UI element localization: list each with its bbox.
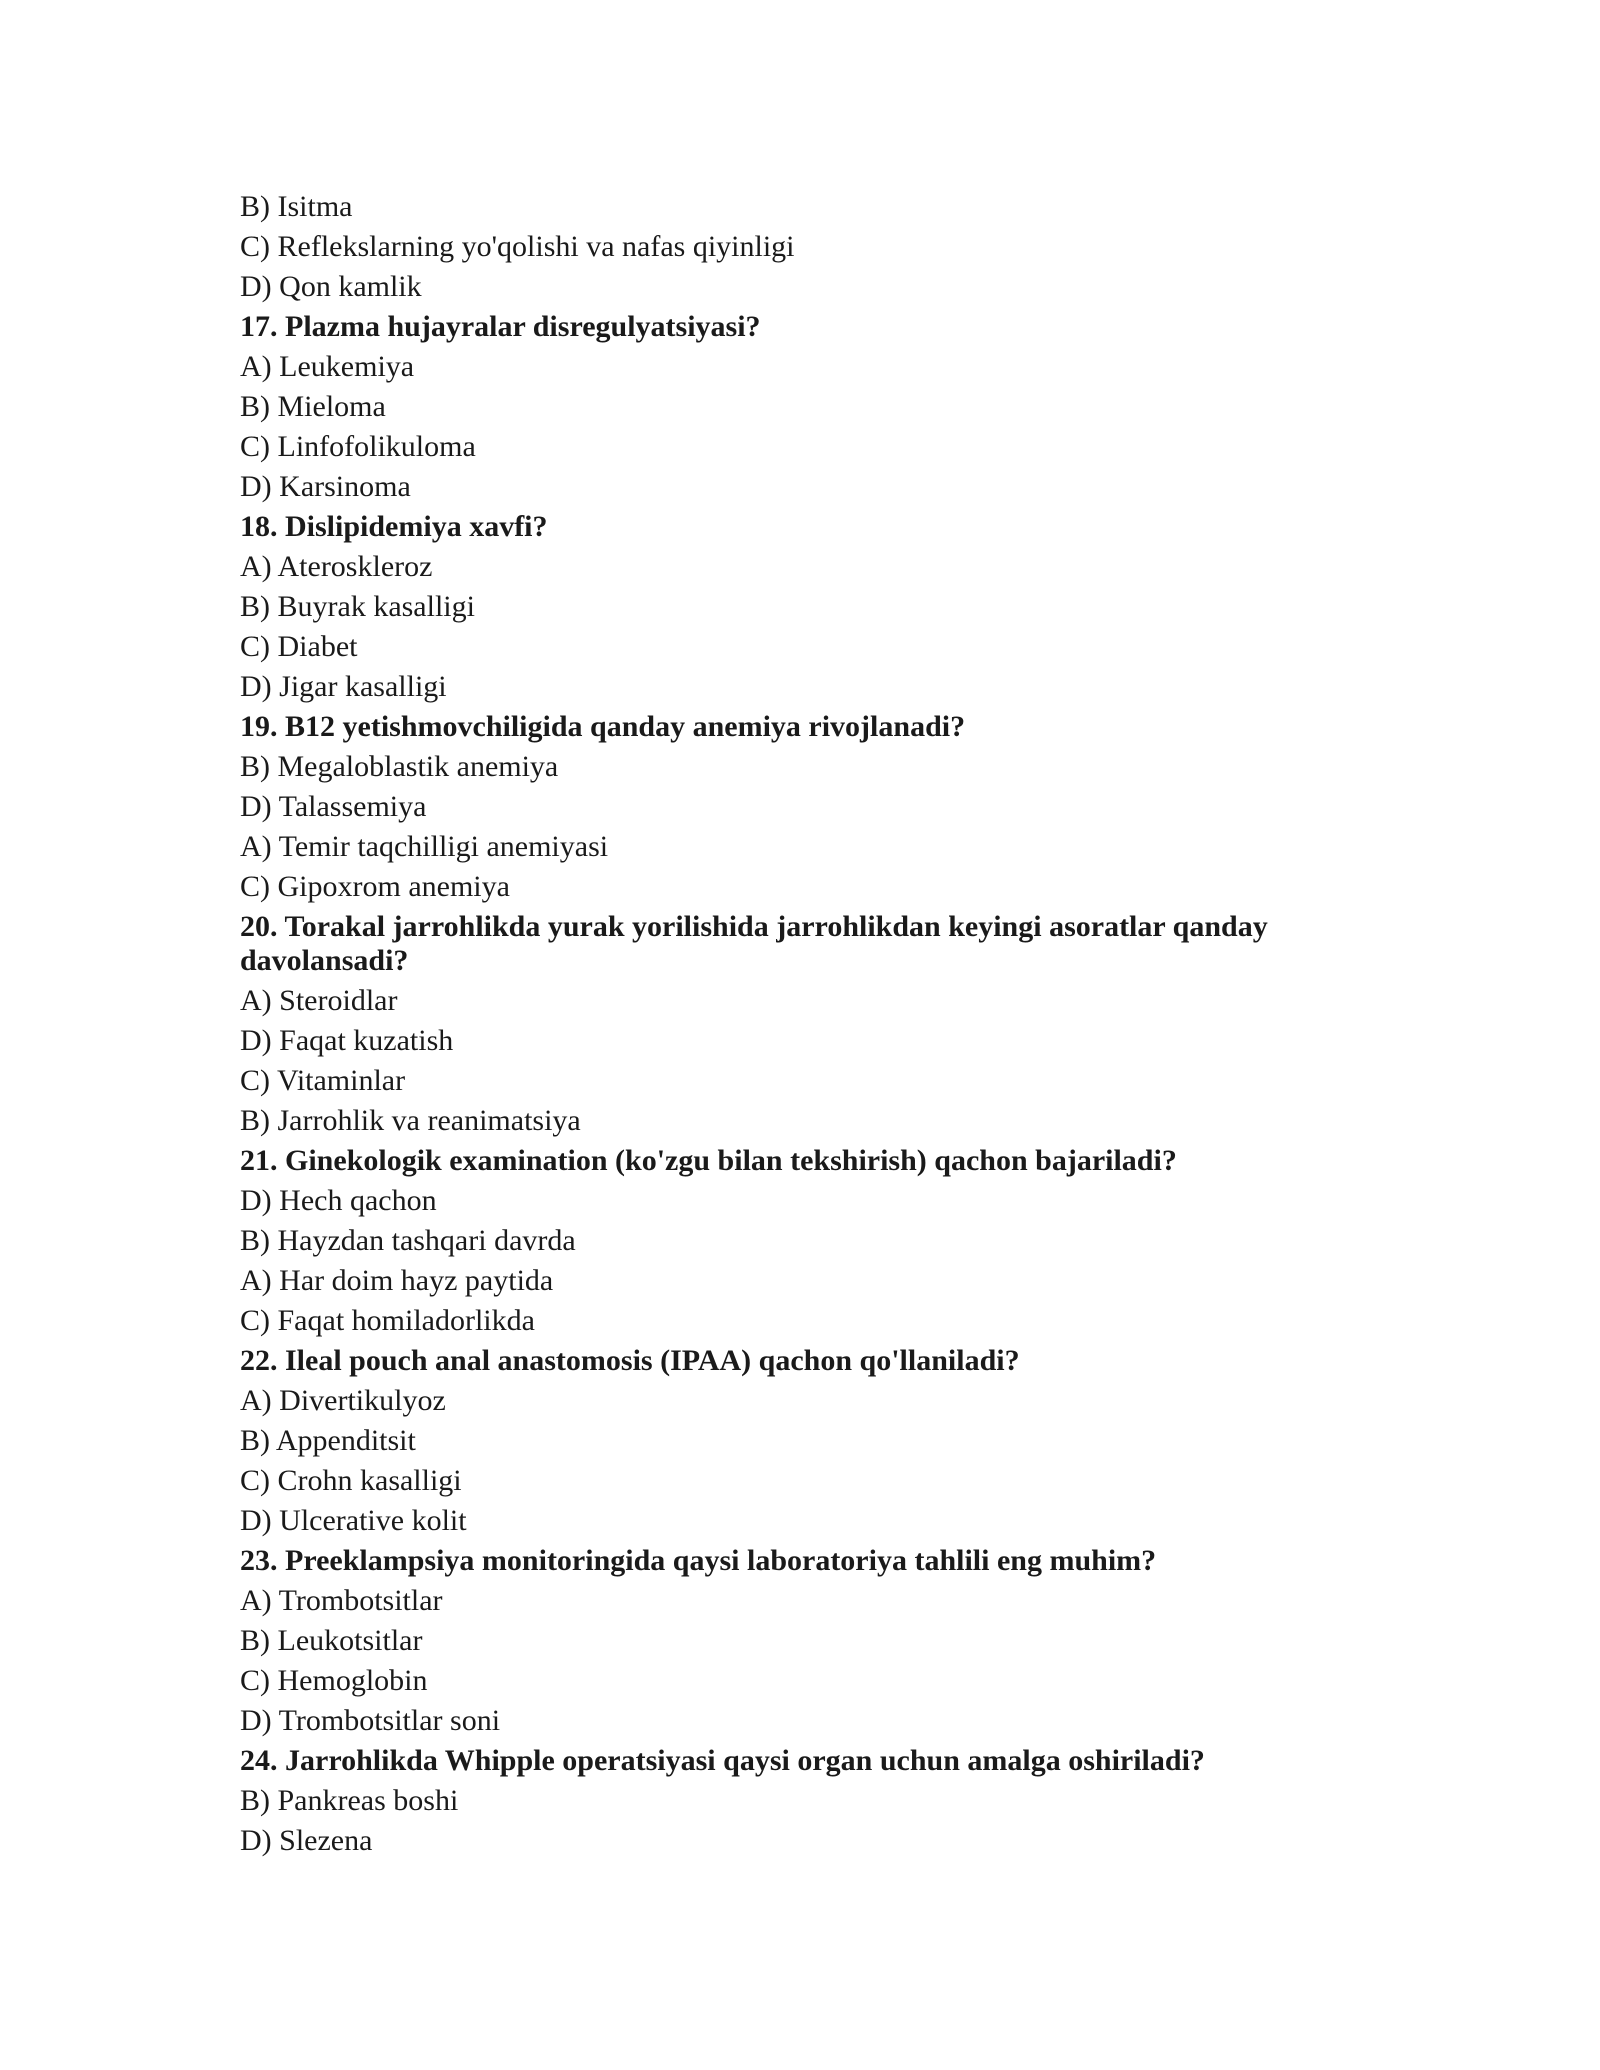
option-line: D) Karsinoma bbox=[240, 470, 411, 503]
option-line: A) Steroidlar bbox=[240, 984, 398, 1017]
option-line: A) Leukemiya bbox=[240, 350, 415, 383]
option-line: C) Faqat homiladorlikda bbox=[240, 1304, 535, 1337]
option-line: D) Ulcerative kolit bbox=[240, 1504, 467, 1537]
option-line: B) Megaloblastik anemiya bbox=[240, 750, 559, 783]
option-line: C) Gipoxrom anemiya bbox=[240, 870, 510, 903]
option-line: B) Isitma bbox=[240, 190, 353, 223]
option-line: C) Vitaminlar bbox=[240, 1064, 406, 1097]
option-line: C) Linfofolikuloma bbox=[240, 430, 476, 463]
option-line: B) Buyrak kasalligi bbox=[240, 590, 475, 623]
option-line: A) Har doim hayz paytida bbox=[240, 1264, 554, 1297]
option-line: C) Diabet bbox=[240, 630, 358, 663]
option-line: D) Jigar kasalligi bbox=[240, 670, 447, 703]
option-line: B) Appenditsit bbox=[240, 1424, 416, 1457]
option-line: D) Talassemiya bbox=[240, 790, 427, 823]
question-heading: 24. Jarrohlikda Whipple operatsiyasi qaysi organ uchun amalga oshiriladi? bbox=[240, 1744, 1205, 1777]
question-heading: 20. Torakal jarrohlikda yurak yorilishida jarrohlikdan keyingi asoratlar qanday davolansadi? bbox=[240, 910, 1268, 977]
option-line: B) Jarrohlik va reanimatsiya bbox=[240, 1104, 581, 1137]
option-line: D) Slezena bbox=[240, 1824, 373, 1857]
option-line: A) Ateroskleroz bbox=[240, 550, 433, 583]
option-line: D) Faqat kuzatish bbox=[240, 1024, 454, 1057]
option-line: C) Reflekslarning yo'qolishi va nafas qiyinligi bbox=[240, 230, 795, 263]
question-heading: 23. Preeklampsiya monitoringida qaysi laboratoriya tahlili eng muhim? bbox=[240, 1544, 1157, 1577]
option-line: C) Hemoglobin bbox=[240, 1664, 428, 1697]
option-line: A) Trombotsitlar bbox=[240, 1584, 443, 1617]
question-heading: 17. Plazma hujayralar disregulyatsiyasi? bbox=[240, 310, 761, 343]
question-heading: 21. Ginekologik examination (ko'zgu bilan tekshirish) qachon bajariladi? bbox=[240, 1144, 1177, 1177]
option-line: D) Qon kamlik bbox=[240, 270, 422, 303]
option-line: A) Temir taqchilligi anemiyasi bbox=[240, 830, 609, 863]
option-line: B) Pankreas boshi bbox=[240, 1784, 459, 1817]
option-line: B) Leukotsitlar bbox=[240, 1624, 423, 1657]
option-line: C) Crohn kasalligi bbox=[240, 1464, 462, 1497]
question-heading: 18. Dislipidemiya xavfi? bbox=[240, 510, 548, 543]
option-line: D) Trombotsitlar soni bbox=[240, 1704, 501, 1737]
option-line: B) Mieloma bbox=[240, 390, 386, 423]
option-line: B) Hayzdan tashqari davrda bbox=[240, 1224, 576, 1257]
question-heading: 22. Ileal pouch anal anastomosis (IPAA) qachon qo'llaniladi? bbox=[240, 1344, 1020, 1377]
option-line: A) Divertikulyoz bbox=[240, 1384, 446, 1417]
option-line: D) Hech qachon bbox=[240, 1184, 437, 1217]
question-heading: 19. B12 yetishmovchiligida qanday anemiya rivojlanadi? bbox=[240, 710, 966, 743]
document-page bbox=[240, 187, 1360, 1861]
